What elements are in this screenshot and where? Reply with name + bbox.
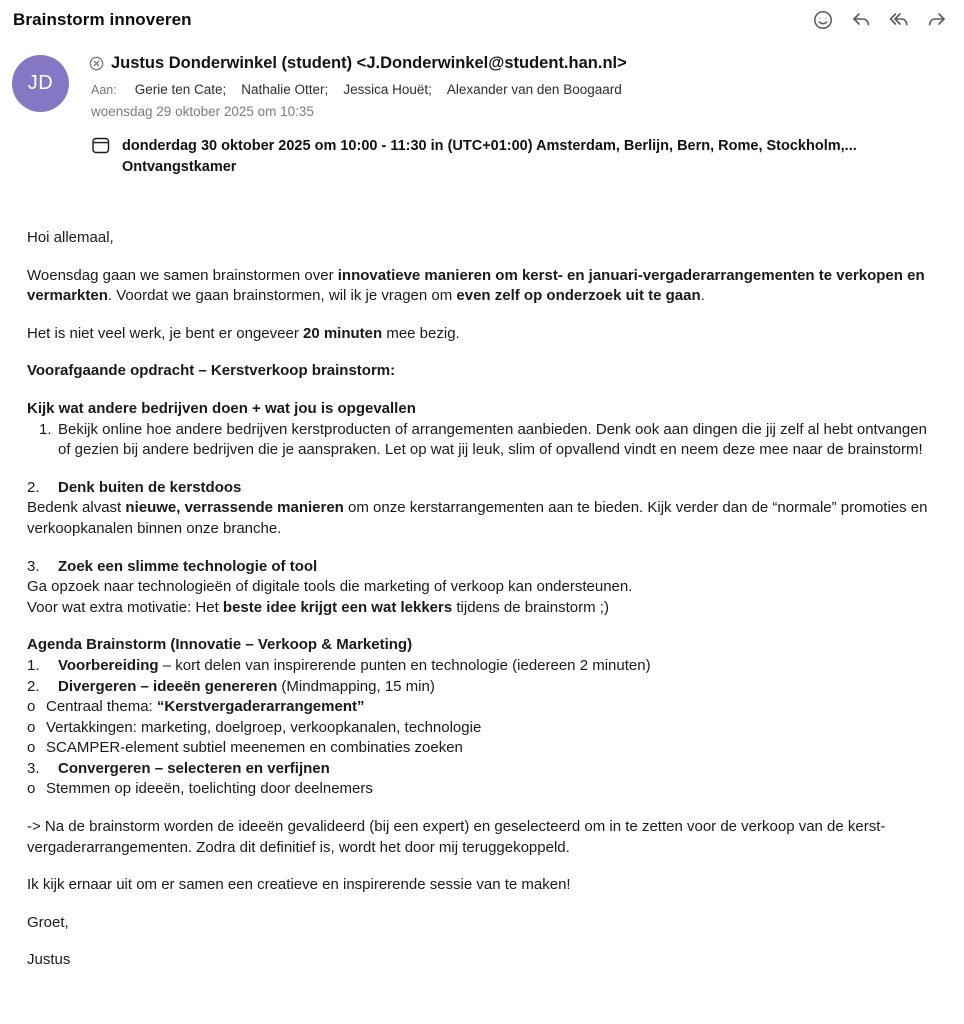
body-list-item: 3. Zoek een slimme technologie of tool (27, 557, 942, 578)
body-paragraph: Ga opzoek naar technologieën of digitale tools die marketing of verkoop kan ondersteunen. (27, 578, 633, 596)
body-list-item: 2. Denk buiten de kerstdoos (27, 478, 942, 499)
list-marker: 1. (39, 420, 52, 438)
list-marker: o (27, 739, 36, 757)
sent-datetime: woensdag 29 oktober 2025 om 10:35 (91, 104, 314, 119)
body-paragraph: Voor wat extra motivatie: Het beste idee krijgt een wat lekkers tijdens de brainstorm ;) (27, 598, 609, 616)
list-marker: 3. (27, 557, 40, 575)
list-marker: o (27, 698, 36, 716)
body-paragraph: Woensdag gaan we samen brainstormen over innovatieve manieren om kerst- en januari-vergaderarrangementen te verkopen en vermarkten. Voordat we gaan brainstormen, wil ik je vragen om even zelf op onderzoek uit te gaan. (27, 266, 925, 305)
reply-icon[interactable] (850, 9, 872, 31)
body-paragraph: Agenda Brainstorm (Innovatie – Verkoop & Marketing) (27, 636, 413, 654)
body-paragraph: Justus (27, 951, 71, 969)
recipient[interactable]: Gerie ten Cate; (134, 82, 227, 97)
body-list-item: o Stemmen op ideeën, toelichting door deelnemers (27, 779, 942, 800)
meeting-location: Ontvangstkamer (122, 159, 237, 175)
body-paragraph: Ik kijk ernaar uit om er samen een creatieve en inspirerende sessie van te maken! (27, 876, 571, 894)
list-marker: 2. (27, 478, 40, 496)
avatar[interactable]: JD (12, 55, 69, 112)
body-list-item: 1. Voorbereiding – kort delen van inspirerende punten en technologie (iedereen 2 minuten) (27, 656, 942, 677)
sender-name[interactable]: Justus Donderwinkel (student) <J.Donderwinkel@student.han.nl> (111, 54, 627, 72)
body-paragraph: Voorafgaande opdracht – Kerstverkoop brainstorm: (27, 362, 396, 380)
recipient[interactable]: Alexander van den Boogaard (446, 82, 622, 97)
to-label: Aan: (91, 83, 117, 97)
calendar-icon (92, 137, 110, 178)
body-paragraph: Hoi allemaal, (27, 229, 114, 246)
body-list-item: 2. Divergeren – ideeën genereren (Mindmapping, 15 min) (27, 677, 942, 698)
list-marker: o (27, 780, 36, 798)
meeting-datetime: donderdag 30 oktober 2025 om 10:00 - 11:30 in (UTC+01:00) Amsterdam, Berlijn, Bern, Rome, Stockholm,... (122, 138, 857, 154)
email-body (27, 228, 942, 971)
list-marker: 2. (27, 677, 40, 695)
body-list-item: 3. Convergeren – selecteren en verfijnen (27, 759, 942, 780)
body-paragraph: -> Na de brainstorm worden de ideeën gevalideerd (bij een expert) en geselecteerd om in te zetten voor de verkoop van de kerst-vergaderarrangementen. Zodra dit definitief is, wordt het door mij teruggekoppeld. (27, 818, 886, 856)
body-paragraph: Bedenk alvast nieuwe, verrassende manieren om onze kerstarrangementen aan te bieden. Kijk verder dan de “normale” promoties en verkoopkanalen binnen onze branche. (27, 499, 928, 537)
body-list-item: o Vertakkingen: marketing, doelgroep, verkoopkanalen, technologie (27, 718, 942, 739)
body-list-item: 1. Bekijk online hoe andere bedrijven kerstproducten of arrangementen aanbieden. Denk ook aan dingen die jij zelf al hebt ontvangen of gezien bij andere bedrijven die je aanspraken. Let op wat jij leuk, slim of opvallend vindt en neem deze mee naar de brainstorm! (39, 420, 927, 459)
meeting-info-row[interactable] (92, 136, 857, 178)
reaction-smiley-icon[interactable] (812, 9, 834, 31)
body-list-item: o SCAMPER-element subtiel meenemen en combinaties zoeken (27, 738, 942, 759)
body-paragraph: Groet, (27, 913, 69, 931)
body-paragraph: Kijk wat andere bedrijven doen + wat jou is opgevallen (27, 399, 416, 417)
blocked-sender-icon[interactable] (89, 56, 104, 71)
recipient[interactable]: Jessica Houët; (343, 82, 432, 97)
body-list-item: o Centraal thema: “Kerstvergaderarrangement” (27, 697, 942, 718)
recipient-list (120, 81, 622, 99)
list-marker: o (27, 718, 36, 736)
message-action-bar (812, 9, 948, 31)
body-paragraph: Het is niet veel werk, je bent er ongeveer 20 minuten mee bezig. (27, 324, 460, 342)
reply-all-icon[interactable] (888, 9, 910, 31)
email-subject: Brainstorm innoveren (13, 10, 192, 29)
recipient[interactable]: Nathalie Otter; (241, 82, 329, 97)
list-marker: 1. (27, 656, 40, 674)
forward-icon[interactable] (926, 9, 948, 31)
list-marker: 3. (27, 759, 40, 777)
